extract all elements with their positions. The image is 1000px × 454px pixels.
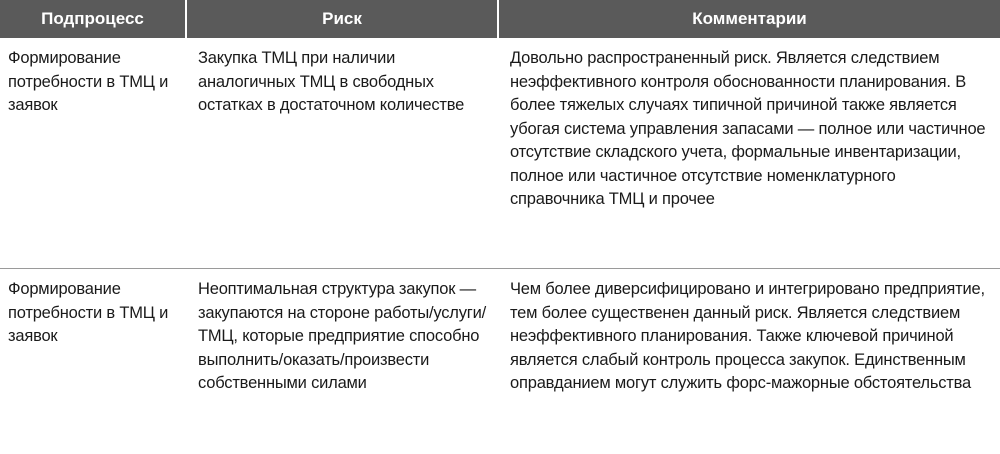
table-row (0, 38, 1000, 269)
table-header (0, 0, 1000, 38)
header-comments: Комментарии (498, 0, 1000, 38)
cell-risk: Неоптимальная структура закупок — закупаются на стороне работы/услуги/ТМЦ, которые предприятие способно выполнить/оказать/произвести собственными силами (198, 280, 486, 392)
cell-subprocess: Формирование потребности в ТМЦ и заявок (0, 38, 186, 269)
header-row (0, 0, 1000, 38)
header-subprocess: Подпроцесс (0, 0, 186, 38)
table-row (0, 269, 1000, 445)
header-risk: Риск (186, 0, 498, 38)
cell-risk: Закупка ТМЦ при наличии аналогичных ТМЦ в свободных остатках в достаточном количестве (186, 38, 498, 269)
cell-comment: Чем более диверсифицировано и интегрировано предприятие, тем более существенен данный риск. Является следствием неэффективного планирования. Также ключевой причиной является слабый контроль процесса закупок. Единственным оправданием могут служить форс-мажорные обстоятельства (510, 280, 985, 392)
cell-comment: Довольно распространенный риск. Является следствием неэффективного контроля обоснованности планирования. В более тяжелых случаях типичной причиной также является убогая система управления запасами — полное или частичное отсутствие складского учета, формальные инвентаризации, полное или частичное отсутствие номенклатурного справочника ТМЦ и прочее (498, 38, 1000, 269)
table-body (0, 38, 1000, 444)
cell-subprocess: Формирование потребности в ТМЦ и заявок (8, 280, 169, 345)
